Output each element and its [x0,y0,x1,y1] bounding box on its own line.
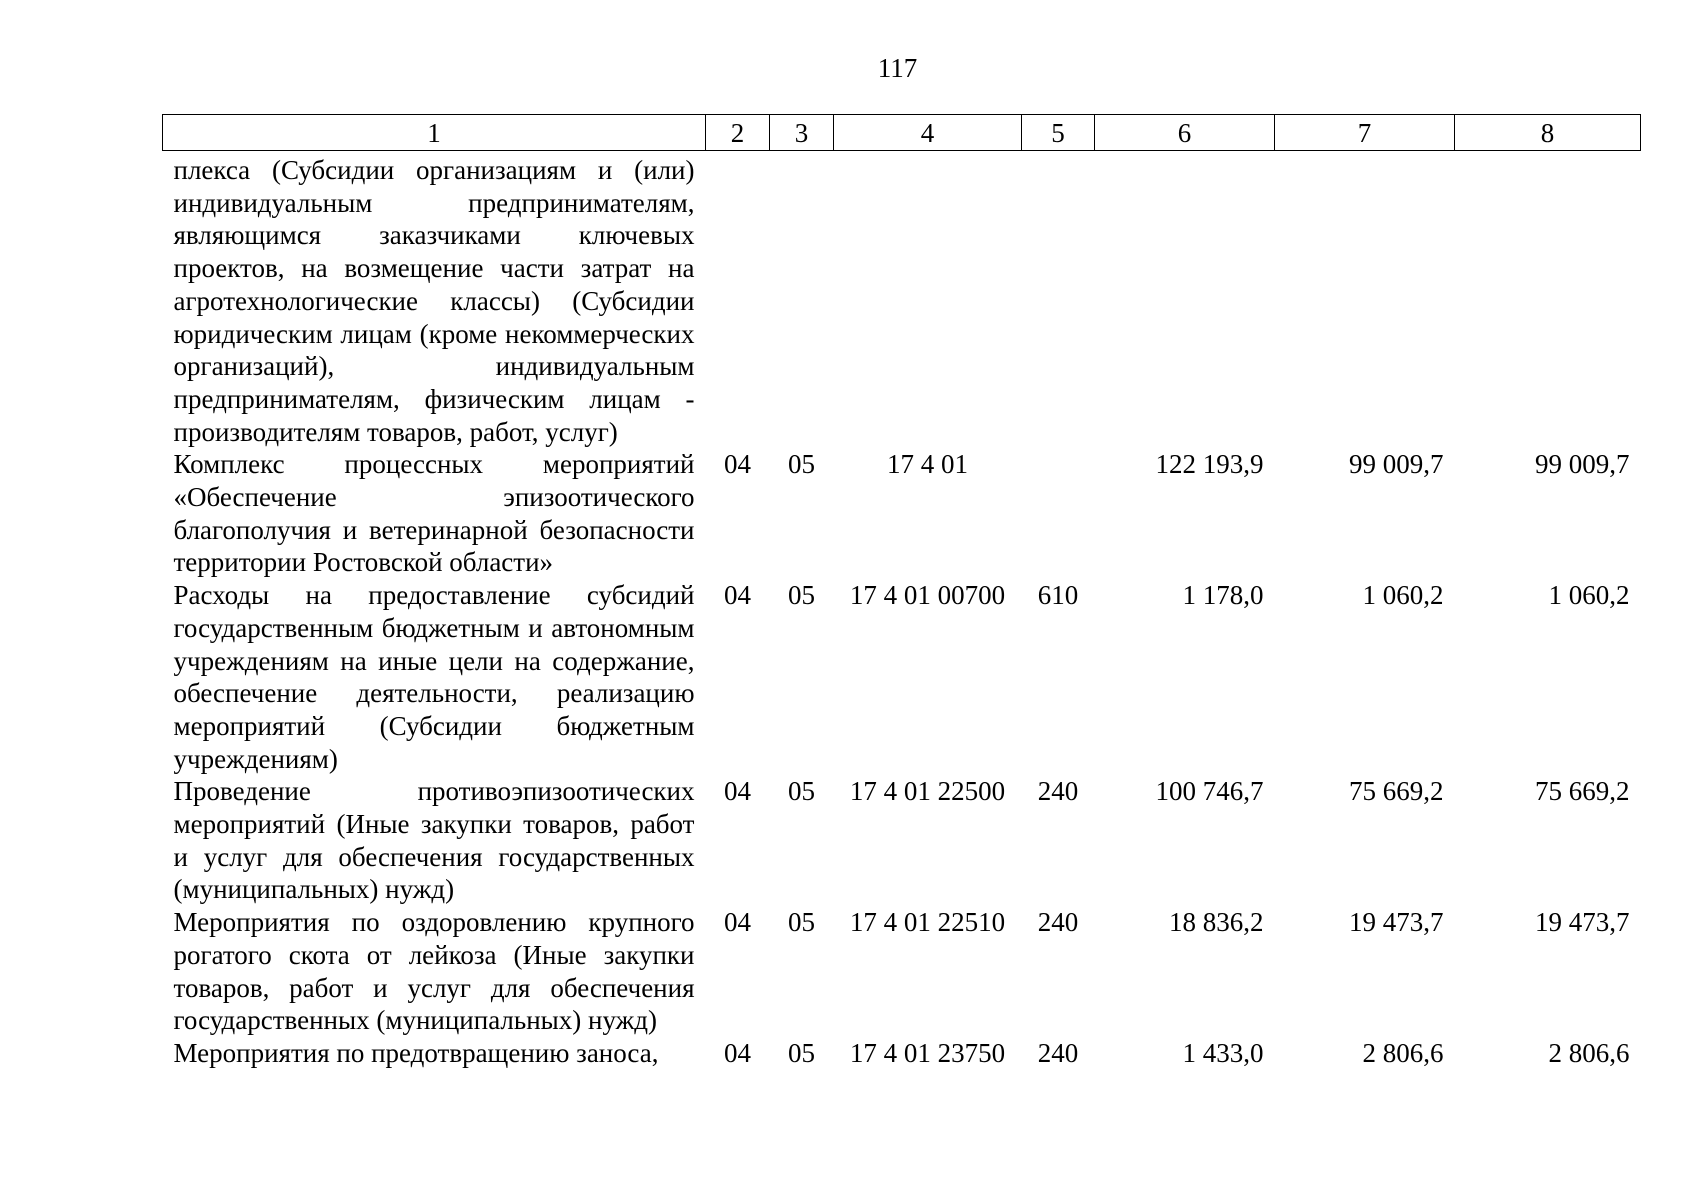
expense-type-code [1022,448,1095,579]
section-code [706,151,770,449]
target-article-code: 17 4 01 23750 [849,1037,1006,1068]
expense-name: Мероприятия по оздоровлению крупного рогатого скота от лейкоза (Иные закупки товаров, работ и услуг для обеспечения государственных (муниципальных) нужд) [173,907,695,1036]
amount-col-6: 100 746,7 [1155,776,1264,807]
section-code: 04 [724,776,751,807]
target-article-code: 17 4 01 [887,449,968,480]
expense-name: плекса (Субсидии организациям и (или) индивидуальным предпринимателям, являющимся заказчиками ключевых проектов, на возмещение части затрат на агротехнологические классы) (Субсидии юридическим лицам (кроме некоммерческих организаций), индивидуальным предпринимателям, физическим лицам - производителям товаров, работ, услуг) [173,155,695,447]
amount-col-7: 1 060,2 [1362,580,1444,611]
header-row [163,115,1641,151]
column-header-3: 3 [770,115,834,151]
expense-name: Проведение противоэпизоотических мероприятий (Иные закупки товаров, работ и услуг для обеспечения государственных (муниципальных) нужд) [173,776,695,905]
expense-type-code: 240 [1037,907,1079,938]
amount-col-7 [1275,151,1455,449]
amount-col-6: 1 178,0 [1182,580,1264,611]
amount-col-6: 18 836,2 [1169,907,1264,938]
table-row [163,775,1641,906]
target-article-code: 17 4 01 00700 [849,580,1006,611]
amount-col-6: 1 433,0 [1182,1037,1264,1068]
column-header-4: 4 [834,115,1022,151]
column-header-2: 2 [706,115,770,151]
column-header-6: 6 [1095,115,1275,151]
expense-name: Комплекс процессных мероприятий «Обеспечение эпизоотического благополучия и ветеринарной безопасности территории Ростовской области» [173,449,695,578]
amount-col-8: 2 806,6 [1548,1037,1630,1068]
amount-col-7: 2 806,6 [1362,1037,1444,1068]
amount-col-8: 1 060,2 [1548,580,1630,611]
subsection-code: 05 [788,907,815,938]
amount-col-7: 19 473,7 [1349,907,1444,938]
table-row [163,579,1641,775]
table-row [163,906,1641,1037]
section-code: 04 [724,580,751,611]
subsection-code [770,151,834,449]
subsection-code: 05 [788,449,815,480]
column-header-7: 7 [1275,115,1455,151]
amount-col-8: 75 669,2 [1535,776,1630,807]
expense-type-code: 610 [1037,580,1079,611]
subsection-code: 05 [788,1037,815,1068]
target-article-code [834,151,1022,449]
section-code: 04 [724,907,751,938]
amount-col-7: 99 009,7 [1349,449,1444,480]
amount-col-7: 75 669,2 [1349,776,1444,807]
expense-name: Мероприятия по предотвращению заноса, [173,1037,659,1068]
expense-type-code: 240 [1037,776,1079,807]
section-code: 04 [724,449,751,480]
section-code: 04 [724,1037,751,1068]
target-article-code: 17 4 01 22500 [849,776,1006,807]
subsection-code: 05 [788,776,815,807]
table-row [163,1037,1641,1070]
amount-col-6 [1095,151,1275,449]
expense-type-code: 240 [1037,1037,1079,1068]
page-number: 117 [877,53,918,83]
amount-col-6: 122 193,9 [1155,449,1264,480]
table-row [163,448,1641,579]
table-row [163,151,1641,449]
subsection-code: 05 [788,580,815,611]
column-header-8: 8 [1455,115,1641,151]
expense-type-code [1022,151,1095,449]
column-header-1: 1 [163,115,706,151]
column-header-5: 5 [1022,115,1095,151]
amount-col-8: 99 009,7 [1535,449,1630,480]
expense-name: Расходы на предоставление субсидий государственным бюджетным и автономным учреждениям на иные цели на содержание, обеспечение деятельности, реализацию мероприятий (Субсидии бюджетным учреждениям) [173,580,695,774]
amount-col-8 [1455,151,1641,449]
target-article-code: 17 4 01 22510 [849,907,1006,938]
amount-col-8: 19 473,7 [1535,907,1630,938]
budget-table [162,114,1641,1070]
